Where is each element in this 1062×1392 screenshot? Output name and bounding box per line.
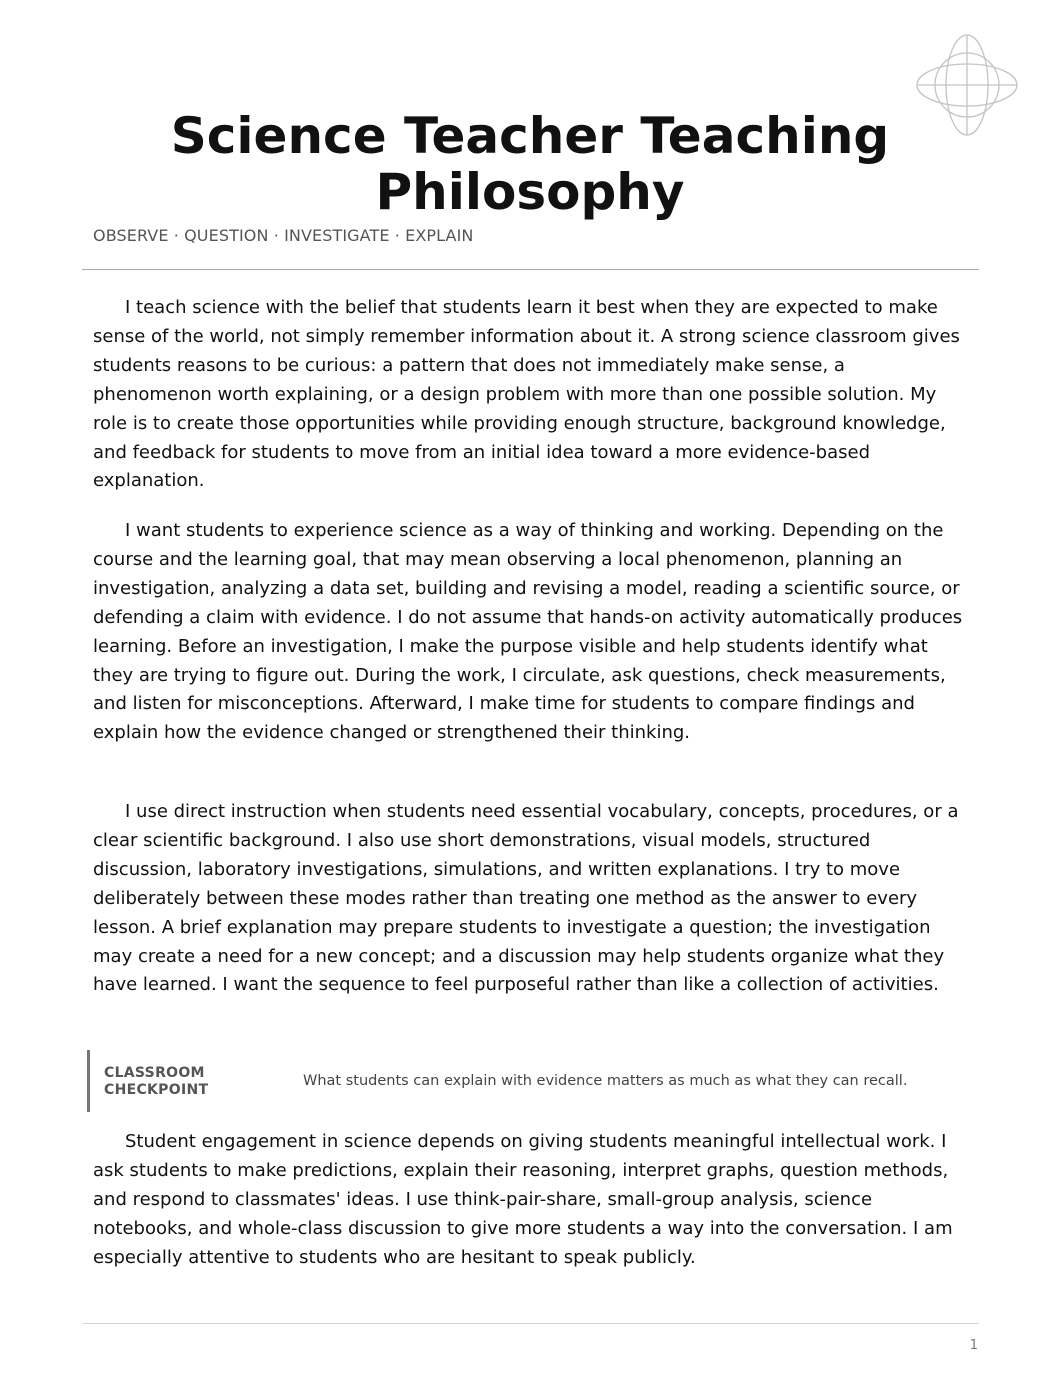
classroom-checkpoint-callout (87, 1050, 970, 1112)
body-paragraph-2: I want students to experience science as a way of thinking and working. Depending on the course and the learning goal, that may mean observing a local phenomenon, planning an investigation, analyzing a data set, building and revising a model, reading a scientific source, or defending a claim with evidence. I do not assume that hands-on activity automatically produces learning. Before an investigation, I make the purpose visible and help students identify what they are trying to figure out. During the work, I circulate, ask questions, check measurements, and listen for misconceptions. Afterward, I make time for students to compare findings and explain how the evidence changed or strengthened their thinking. (93, 520, 963, 744)
footer-divider (82, 1323, 979, 1324)
page-number: 1 (969, 1338, 978, 1353)
page-title: Science Teacher Teaching Philosophy (170, 107, 890, 221)
callout-label (104, 1065, 254, 1099)
body-paragraph-3: I use direct instruction when students need essential vocabulary, concepts, procedures, or a clear scientific background. I also use short demonstrations, visual models, structured discussion, laboratory investigations, simulations, and written explanations. I try to move deliberately between these modes rather than treating one method as the answer to every lesson. A brief explanation may prepare students to investigate a question; the investigation may create a need for a new concept; and a discussion may help students organize what they have learned. I want the sequence to feel purposeful rather than like a collection of activities. (93, 801, 959, 996)
page-subtitle: OBSERVE · QUESTION · INVESTIGATE · EXPLAIN (93, 226, 474, 245)
body-paragraph-1: I teach science with the belief that students learn it best when they are expected to make sense of the world, not simply remember information about it. A strong science classroom gives students reasons to be curious: a pattern that does not immediately make sense, a phenomenon worth explaining, or a design problem with more than one possible solution. My role is to create those opportunities while providing enough structure, background knowledge, and feedback for students to move from an initial idea toward a more evidence-based explanation. (93, 297, 960, 492)
callout-label-line-1: CLASSROOM (104, 1065, 205, 1081)
body-paragraph-4: Student engagement in science depends on giving students meaningful intellectual work. I ask students to make predictions, explain their reasoning, interpret graphs, question methods, and respond to classmates' ideas. I use think-pair-share, small-group analysis, science notebooks, and whole-class discussion to give more students a way into the conversation. I am especially attentive to students who are hesitant to speak publicly. (93, 1131, 953, 1268)
callout-label-line-2: CHECKPOINT (104, 1082, 209, 1098)
header-divider (82, 269, 979, 270)
callout-text: What students can explain with evidence matters as much as what they can recall. (303, 1073, 908, 1089)
